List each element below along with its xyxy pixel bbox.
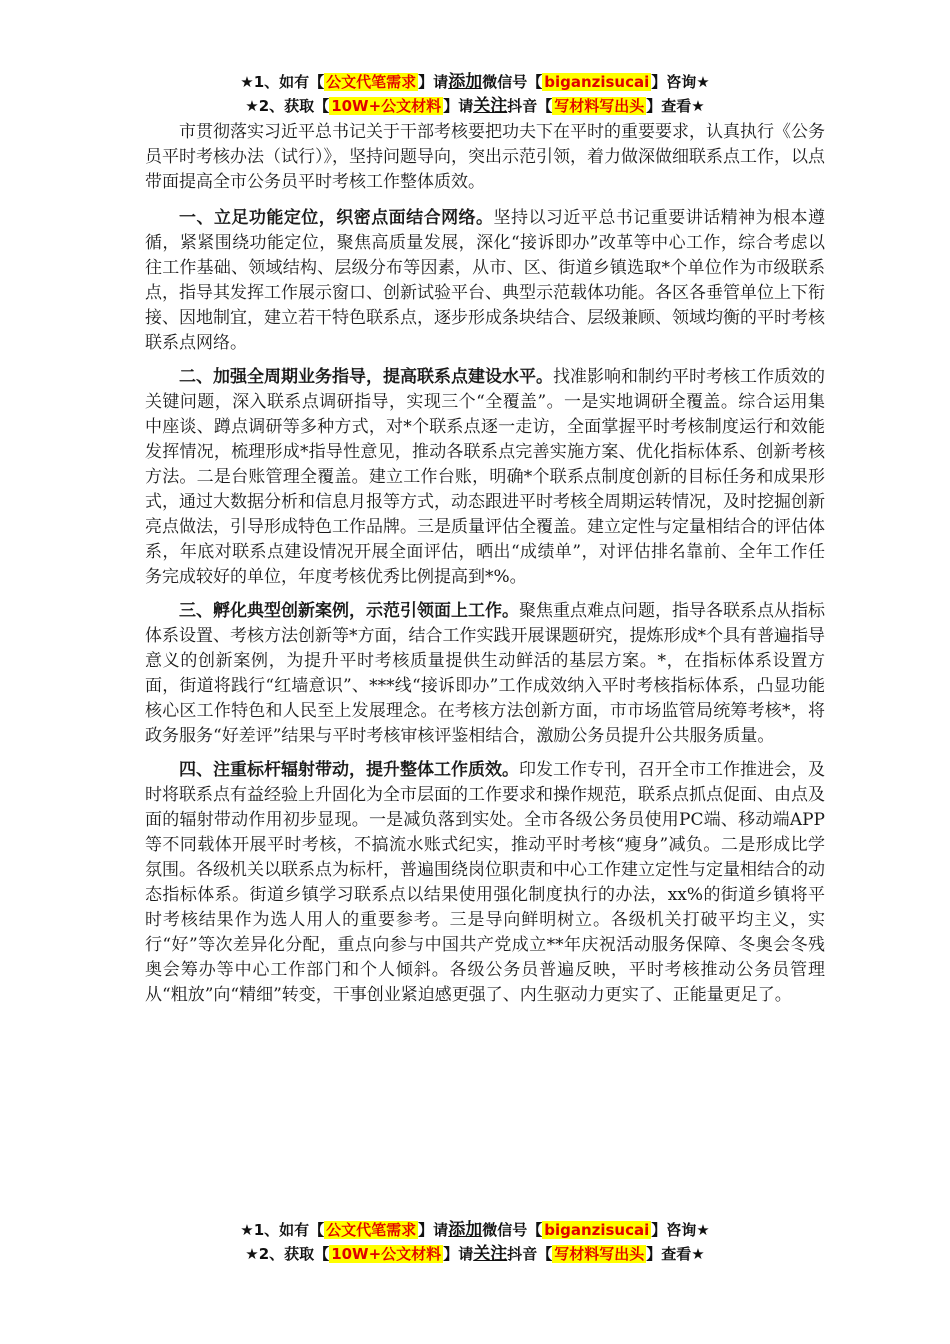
footer-ad [0,1218,950,1266]
header-ad-line-1 [0,70,950,94]
ad-text: 】查看★ [646,1245,705,1263]
ad-text: 】请 [443,1245,474,1263]
ad-text: 抖音【 [507,1245,553,1263]
header-ad [0,70,950,118]
ad-text: 】咨询★ [651,1221,710,1239]
ad-text: 微信号【 [482,73,543,91]
section-paragraph-3 [145,599,825,749]
ad-highlight-douyin: 写材料写出头 [554,1245,645,1263]
ad-text: ★2、获取【 [245,1245,330,1263]
ad-highlight-wechat-id: biganzisucai [544,1221,650,1239]
ad-highlight-service: 公文代笔需求 [326,1221,417,1239]
ad-emphasis: 关注 [473,1244,508,1264]
section-paragraph-4 [145,758,825,1008]
ad-emphasis: 添加 [448,1220,483,1240]
ad-highlight-materials: 10W+公文材料 [331,97,442,115]
ad-text: 】请 [443,97,474,115]
section-text: 印发工作专刊，召开全市工作推进会，及时将联系点有益经验上升固化为全市层面的工作要求和操作规范，联系点抓点促面、由点及面的辐射带动作用初步显现。一是减负落到实处。全市各级公务员使用PC端、移动端APP等不同载体开展平时考核，不搞流水账式纪实，推动平时考核“瘦身”减负。二是形成比学氛围。各级机关以联系点为标杆，普遍围绕岗位职责和中心工作建立定性与定量相结合的动态指标体系。街道乡镇学习联系点以结果使用强化制度执行的办法，xx%的街道乡镇将平时考核结果作为选人用人的重要参考。三是导向鲜明树立。各级机关打破平均主义，实行“好”等次差异化分配，重点向参与中国共产党成立**年庆祝活动服务保障、冬奥会冬残奥会筹办等中心工作部门和个人倾斜。各级公务员普遍反映，平时考核推动公务员管理从“粗放”向“精细”转变，干事创业紧迫感更强了、内生驱动力更实了、正能量更足了。 [145,760,825,1005]
ad-highlight-douyin: 写材料写出头 [554,97,645,115]
ad-emphasis: 添加 [448,72,483,92]
intro-paragraph: 市贯彻落实习近平总书记关于干部考核要把功夫下在平时的重要要求，认真执行《公务员平时考核办法（试行）》，坚持问题导向，突出示范引领，着力做深做细联系点工作，以点带面提高全市公务员平时考核工作整体质效。 [145,122,825,192]
ad-highlight-service: 公文代笔需求 [326,73,417,91]
section-paragraph-2 [145,365,825,590]
ad-text: ★1、如有【 [240,1221,325,1239]
ad-highlight-wechat-id: biganzisucai [544,73,650,91]
ad-text: 微信号【 [482,1221,543,1239]
footer-ad-line-2 [0,1242,950,1266]
section-heading: 一、立足功能定位，织密点面结合网络。 [179,208,494,228]
footer-ad-line-1 [0,1218,950,1242]
ad-text: 抖音【 [507,97,553,115]
section-paragraph-1 [145,206,825,356]
ad-text: 】查看★ [646,97,705,115]
section-text: 坚持以习近平总书记重要讲话精神为根本遵循，紧紧围绕功能定位，聚焦高质量发展，深化“接诉即办”改革等中心工作，综合考虑以往工作基础、领域结构、层级分布等因素，从市、区、街道乡镇选取*个单位作为市级联系点，指导其发挥工作展示窗口、创新试验平台、典型示范载体功能。各区各垂管单位上下衔接、因地制宜，建立若干特色联系点，逐步形成条块结合、层级兼顾、领域均衡的平时考核联系点网络。 [145,208,825,353]
section-text: 聚焦重点难点问题，指导各联系点从指标体系设置、考核方法创新等*方面，结合工作实践开展课题研究，提炼形成*个具有普遍指导意义的创新案例，为提升平时考核质量提供生动鲜活的基层方案。*，在指标体系设置方面，街道将践行“红墙意识”、***线“接诉即办”工作成效纳入平时考核指标体系，凸显功能核心区工作特色和人民至上发展理念。在考核方法创新方面，市市场监管局统筹考核*，将政务服务“好差评”结果与平时考核审核评鉴相结合，激励公务员提升公共服务质量。 [145,601,825,746]
ad-text: ★1、如有【 [240,73,325,91]
header-ad-line-2 [0,94,950,118]
section-heading: 二、加强全周期业务指导，提高联系点建设水平。 [179,367,553,387]
section-heading: 三、孵化典型创新案例，示范引领面上工作。 [179,601,519,621]
ad-text: ★2、获取【 [245,97,330,115]
section-heading: 四、注重标杆辐射带动，提升整体工作质效。 [179,760,519,780]
ad-text: 】请 [418,73,449,91]
document-body [145,120,825,1017]
ad-text: 】请 [418,1221,449,1239]
ad-highlight-materials: 10W+公文材料 [331,1245,442,1263]
section-text: 找准影响和制约平时考核工作质效的关键问题，深入联系点调研指导，实现三个“全覆盖”。一是实地调研全覆盖。综合运用集中座谈、蹲点调研等多种方式，对*个联系点逐一走访，全面掌握平时考核制度运行和效能发挥情况，梳理形成*指导性意见，推动各联系点完善实施方案、优化指标体系、创新考核方法。二是台账管理全覆盖。建立工作台账，明确*个联系点制度创新的目标任务和成果形式，通过大数据分析和信息月报等方式，动态跟进平时考核全周期运转情况，及时挖掘创新亮点做法，引导形成特色工作品牌。三是质量评估全覆盖。建立定性与定量相结合的评估体系，年底对联系点建设情况开展全面评估，晒出“成绩单”，对评估排名靠前、全年工作任务完成较好的单位，年度考核优秀比例提高到*%。 [145,367,825,587]
ad-emphasis: 关注 [473,96,508,116]
ad-text: 】咨询★ [651,73,710,91]
